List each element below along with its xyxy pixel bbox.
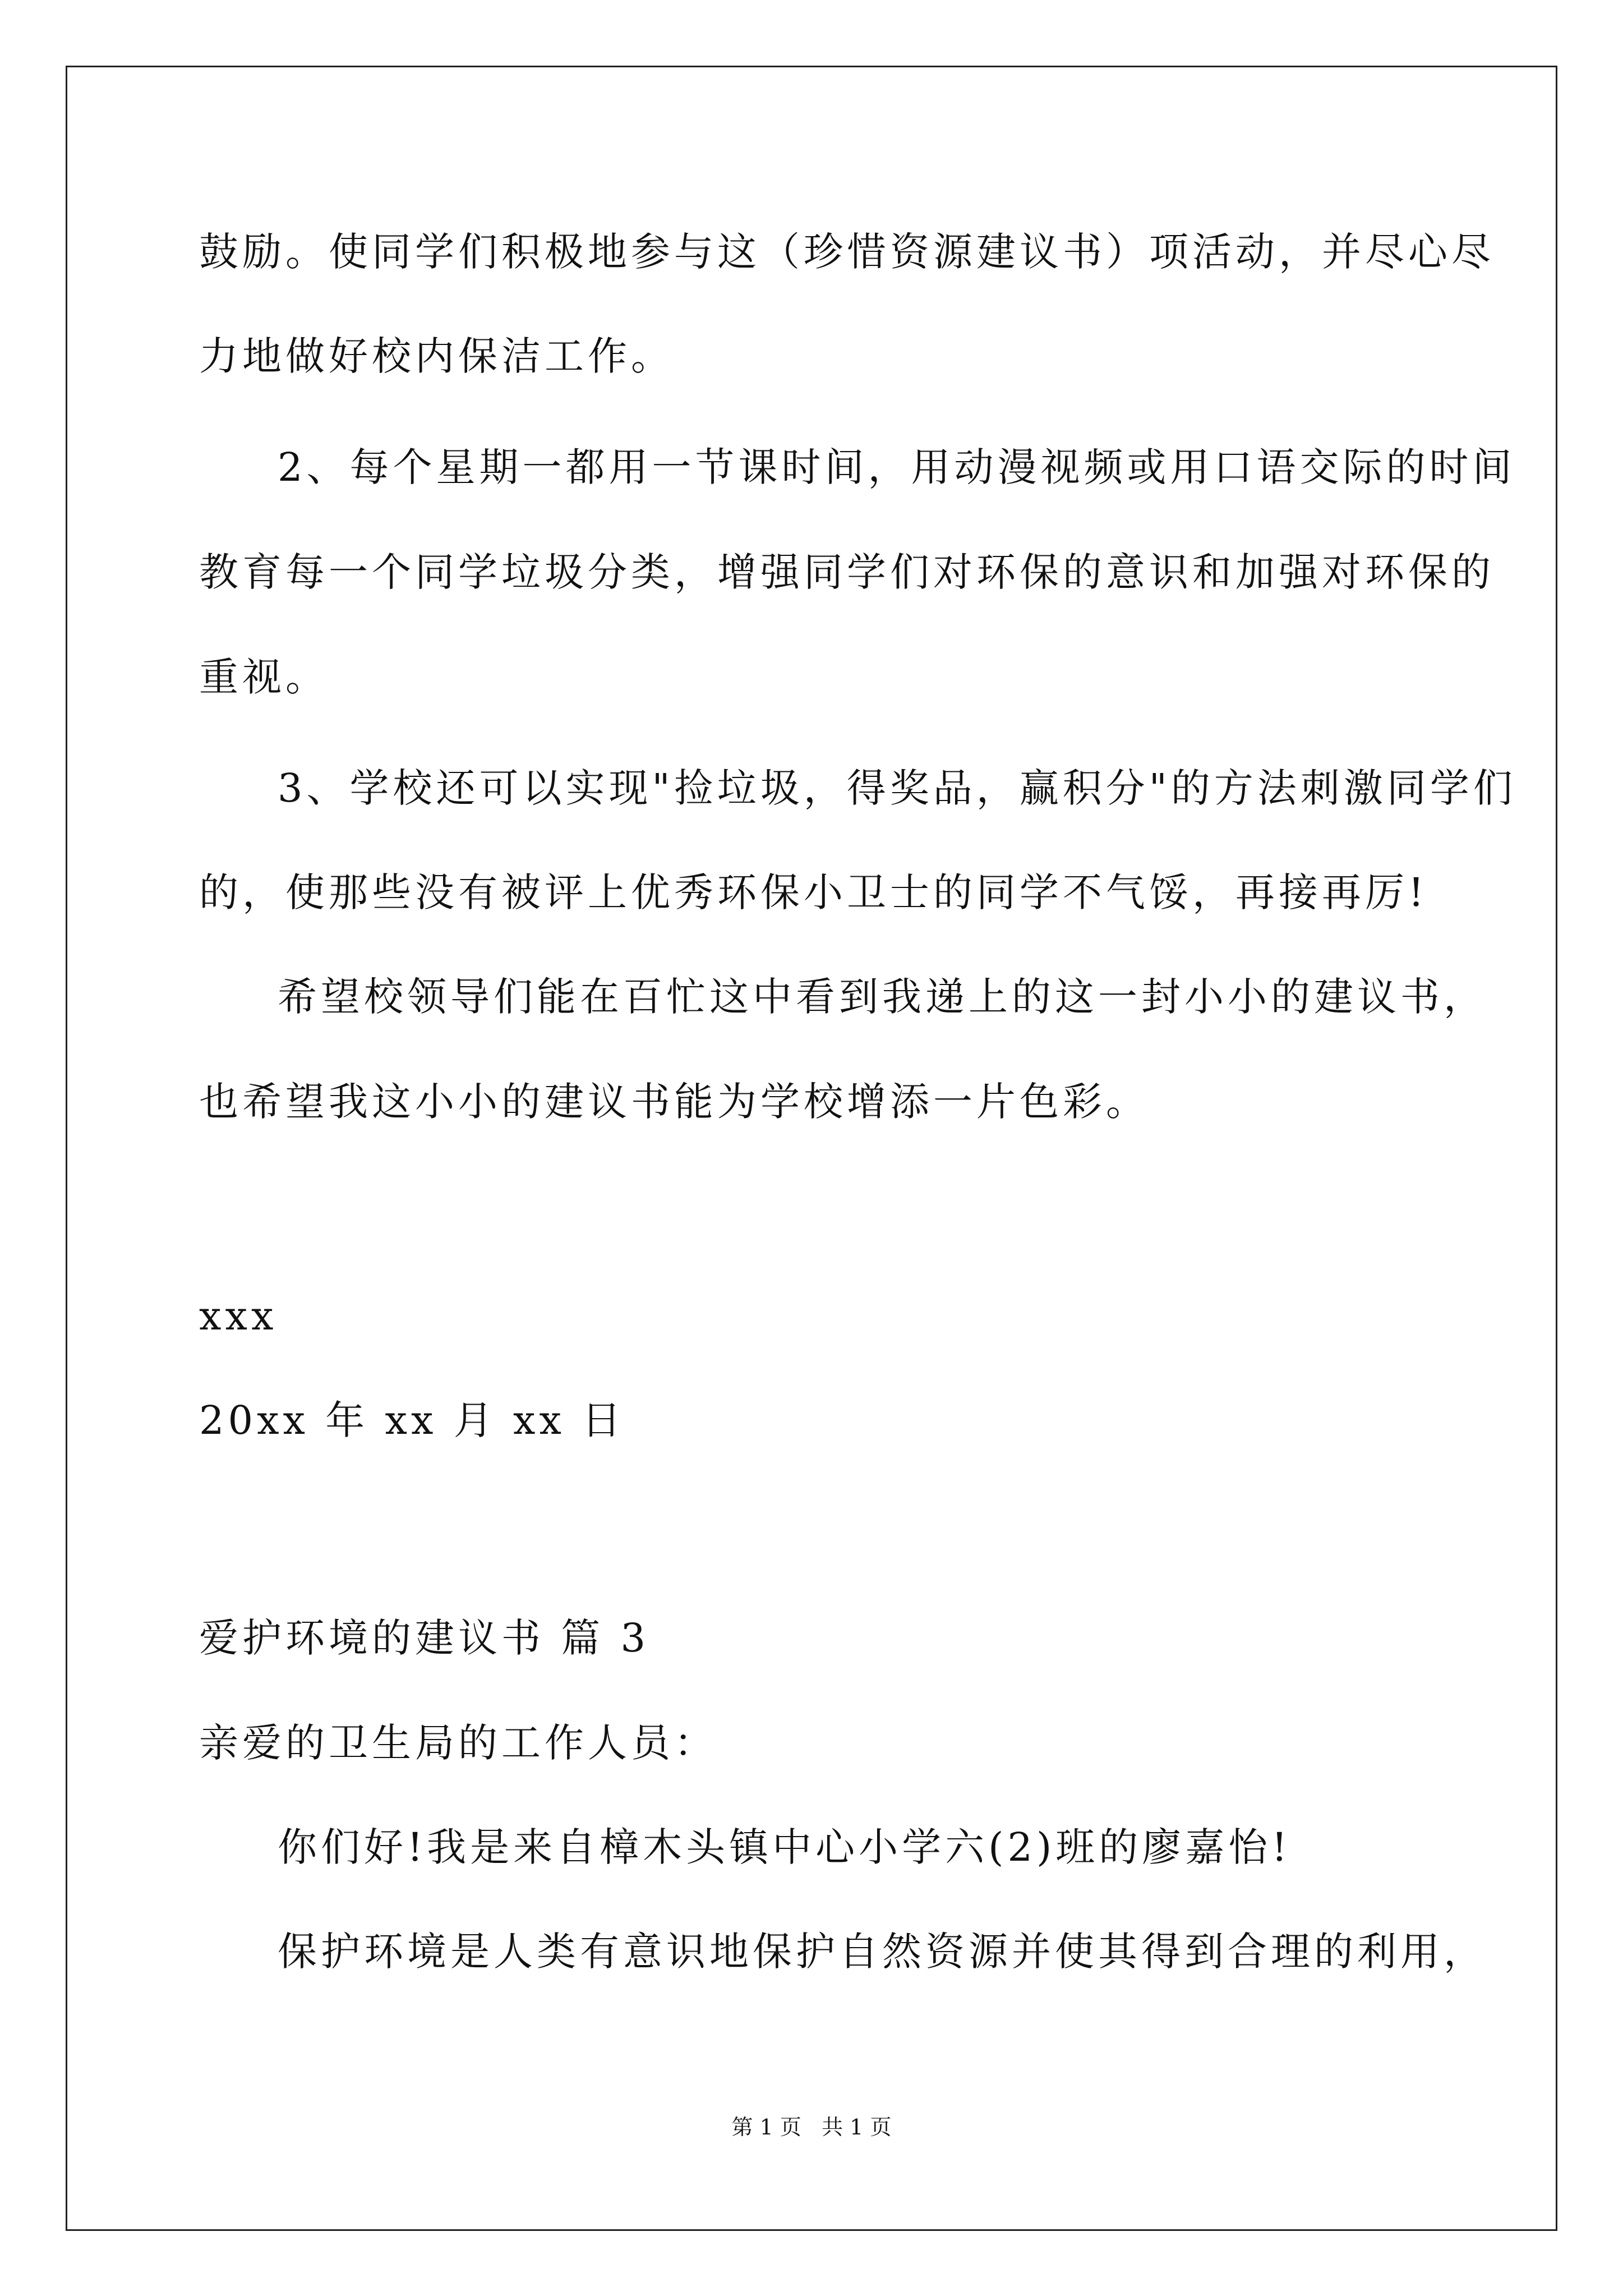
paragraph-line: 3、学校还可以实现"捡垃圾，得奖品，赢积分"的方法刺激同学们 [278, 765, 1516, 811]
paragraph-line: 保护环境是人类有意识地保护自然资源并使其得到合理的利用， [278, 1929, 1487, 1975]
paragraph-line: 重视。 [199, 654, 329, 700]
paragraph-line: 的，使那些没有被评上优秀环保小卫士的同学不气馁，再接再厉! [199, 869, 1428, 915]
paragraph-line: 也希望我这小小的建议书能为学校增添一片色彩。 [199, 1079, 1149, 1125]
paragraph-line: 教育每一个同学垃圾分类，增强同学们对环保的意识和加强对环保的 [199, 549, 1495, 595]
page-border [66, 66, 1557, 2231]
paragraph-line: 力地做好校内保洁工作。 [199, 333, 674, 379]
signature-date: 20xx 年 xx 月 xx 日 [199, 1397, 625, 1443]
paragraph-line: 你们好!我是来自樟木头镇中心小学六(2)班的廖嘉怡! [278, 1824, 1292, 1870]
page-footer: 第 1 页 共 1 页 [731, 2115, 892, 2139]
salutation: 亲爱的卫生局的工作人员： [199, 1720, 717, 1766]
section-title: 爱护环境的建议书 篇 3 [199, 1615, 650, 1661]
paragraph-line: 鼓励。使同学们积极地参与这（珍惜资源建议书）项活动，并尽心尽 [199, 229, 1495, 275]
paragraph-line: 希望校领导们能在百忙这中看到我递上的这一封小小的建议书， [278, 974, 1487, 1020]
signature-name: xxx [199, 1293, 278, 1339]
paragraph-line: 2、每个星期一都用一节课时间，用动漫视频或用口语交际的时间 [278, 444, 1516, 490]
